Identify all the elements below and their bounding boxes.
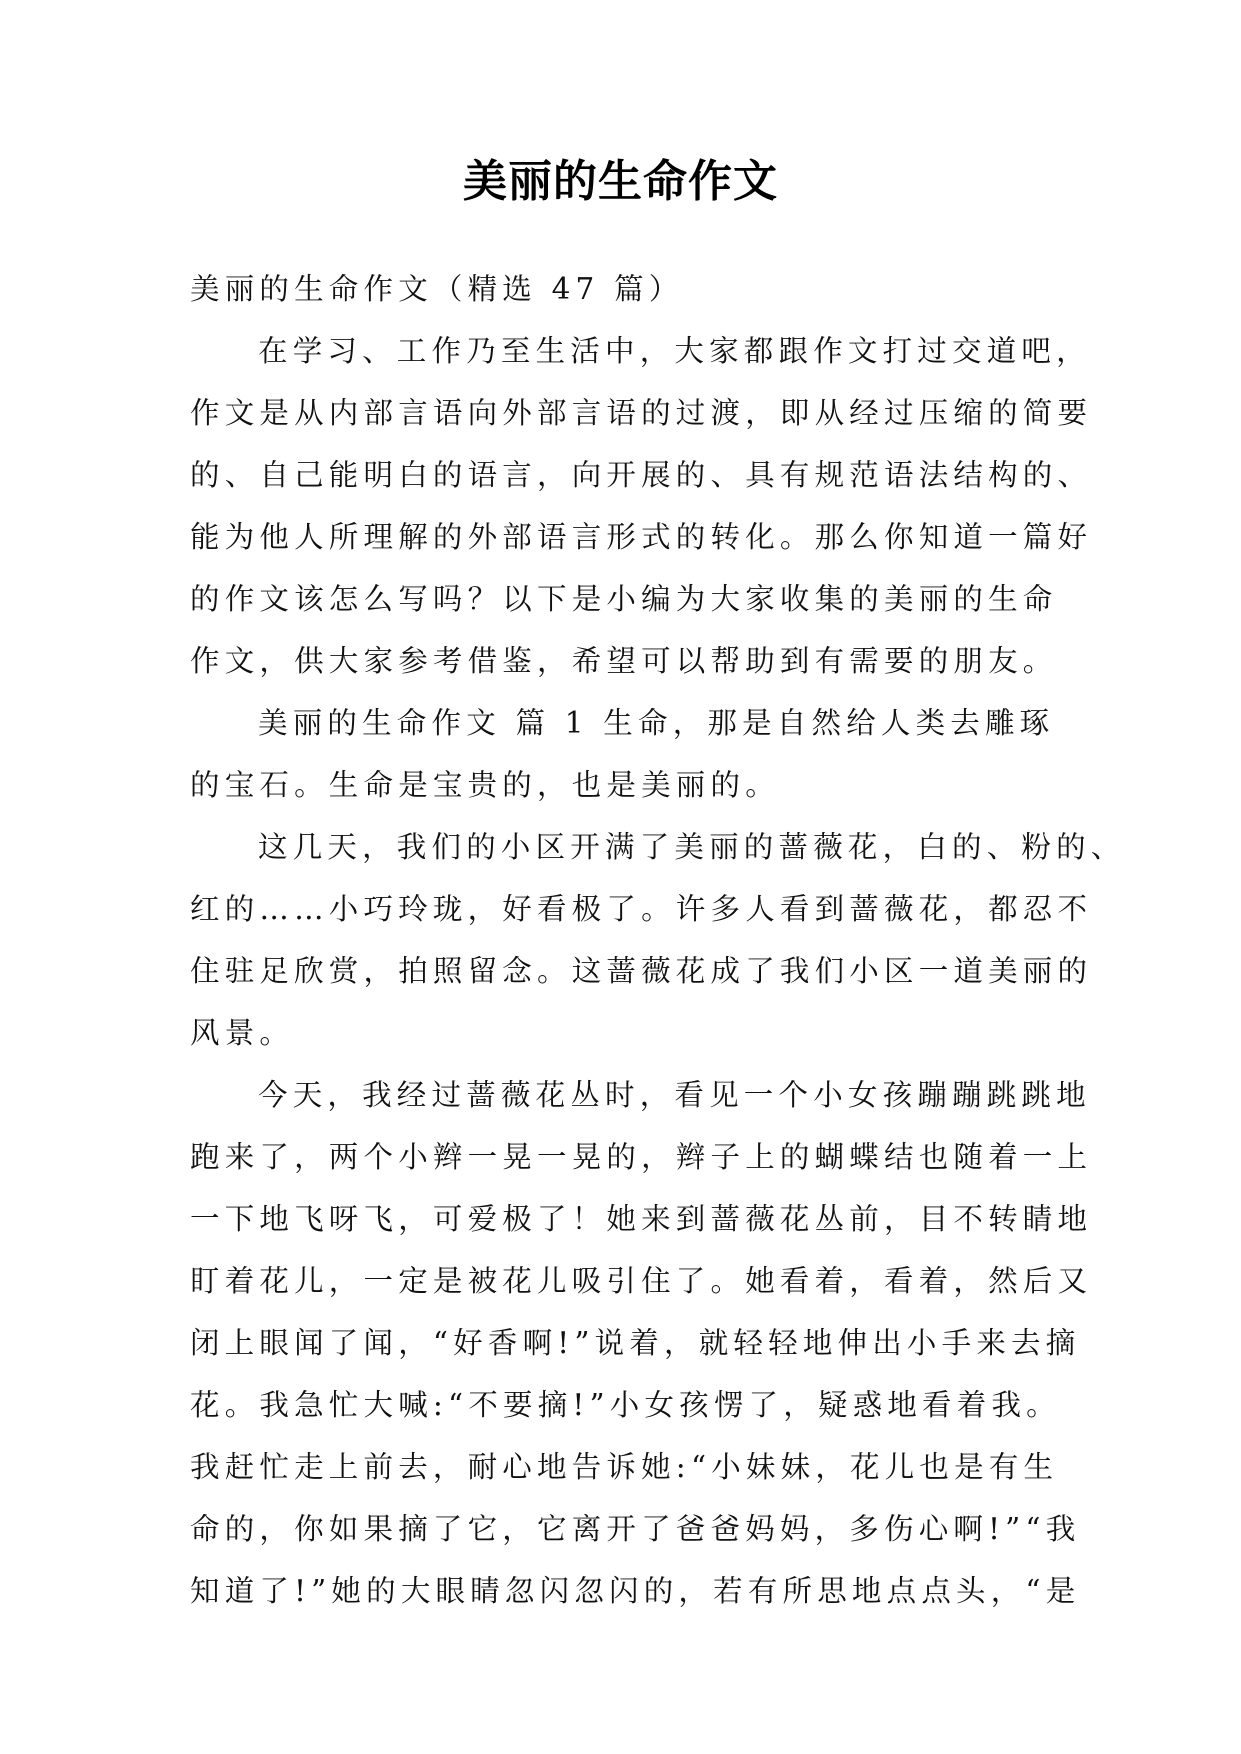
text-line: 美丽的生命作文 篇 1 生命，那是自然给人类去雕琢 (258, 706, 1055, 740)
text-line: 盯着花儿，一定是被花儿吸引住了。她看着，看着，然后又 (190, 1264, 1093, 1298)
text-line: 住驻足欣赏，拍照留念。这蔷薇花成了我们小区一道美丽的 (190, 954, 1093, 988)
text-line: 花。我急忙大喊:“不要摘!”小女孩愣了，疑惑地看着我。 (190, 1388, 1061, 1422)
text-line: 命的，你如果摘了它，它离开了爸爸妈妈，多伤心啊!”“我 (190, 1512, 1081, 1546)
text-line: 美丽的生命作文（精选 47 篇） (190, 272, 684, 306)
text-line: 在学习、工作乃至生活中，大家都跟作文打过交道吧， (258, 334, 1091, 368)
document-body (190, 258, 1126, 1622)
text-line: 一下地飞呀飞，可爱极了！她来到蔷薇花丛前，目不转睛地 (190, 1202, 1093, 1236)
text-line: 的宝石。生命是宝贵的，也是美丽的。 (190, 768, 780, 802)
text-line: 闭上眼闻了闻，“好香啊!”说着，就轻轻地伸出小手来去摘 (190, 1326, 1081, 1360)
text-line: 作文是从内部言语向外部言语的过渡，即从经过压缩的简要 (190, 396, 1093, 430)
text-line: 作文，供大家参考借鉴，希望可以帮助到有需要的朋友。 (190, 644, 1058, 678)
text-line: 今天，我经过蔷薇花丛时，看见一个小女孩蹦蹦跳跳地 (258, 1078, 1091, 1112)
text-line: 跑来了，两个小辫一晃一晃的，辫子上的蝴蝶结也随着一上 (190, 1140, 1093, 1174)
text-line: 知道了!”她的大眼睛忽闪忽闪的，若有所思地点点头，“是 (190, 1574, 1081, 1608)
document-title: 美丽的生命作文 (463, 156, 778, 207)
text-line: 这几天，我们的小区开满了美丽的蔷薇花，白的、粉的、 (258, 830, 1126, 864)
text-line: 的、自己能明白的语言，向开展的、具有规范语法结构的、 (190, 458, 1093, 492)
text-line: 的作文该怎么写吗？以下是小编为大家收集的美丽的生命 (190, 582, 1058, 616)
text-line: 能为他人所理解的外部语言形式的转化。那么你知道一篇好 (190, 520, 1093, 554)
text-line: 风景。 (190, 1016, 295, 1050)
text-line: 红的……小巧玲珑，好看极了。许多人看到蔷薇花，都忍不 (190, 892, 1093, 926)
text-line: 我赶忙走上前去，耐心地告诉她:“小妹妹，花儿也是有生 (190, 1450, 1059, 1484)
